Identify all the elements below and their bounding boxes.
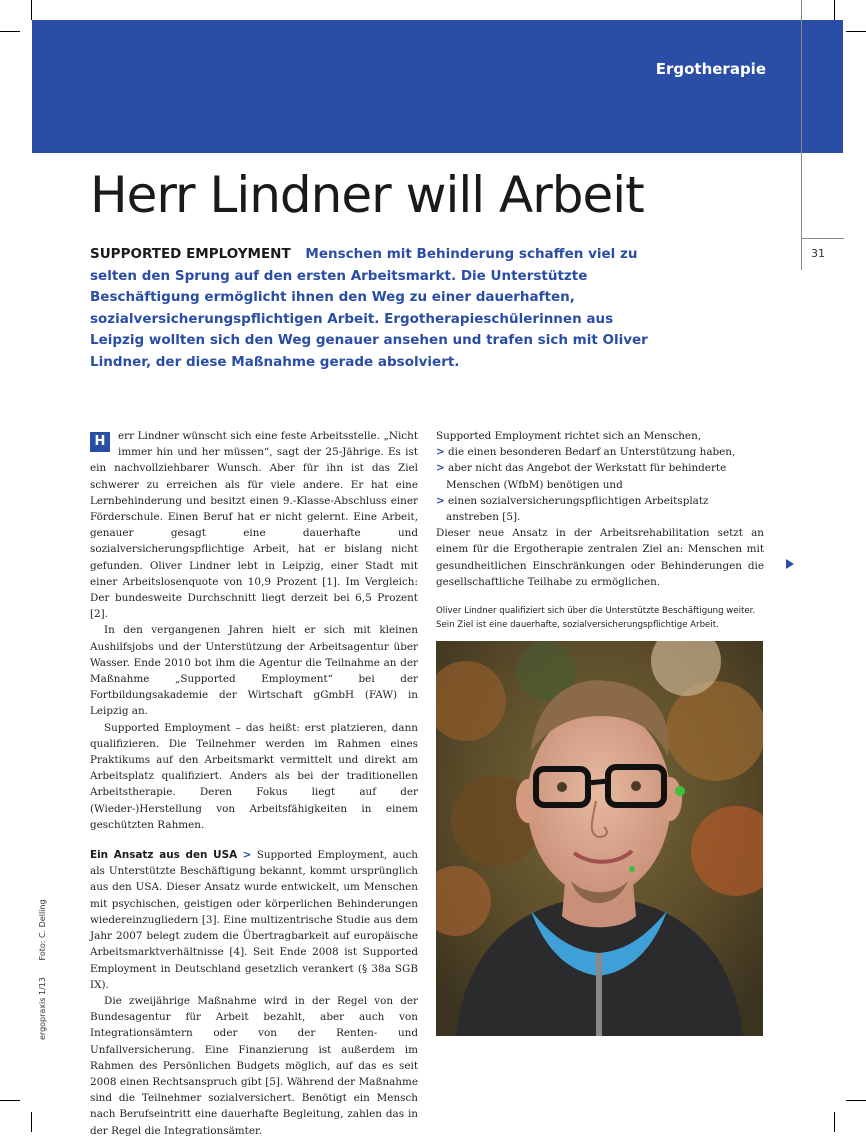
paragraph: Supported Employment richtet sich an Menschen, xyxy=(436,430,702,442)
paragraph-text: err Lindner wünscht sich eine feste Arbeitsstelle. „Nicht immer hin und her müssen“, sagt der 25-Jährige. Es ist ein nachvollziehbarer Wunsch. Aber für ihn ist das Ziel schwerer zu erreichen als für viele andere. Er hat eine Lernbehinderung und besitzt einen 9.-Klasse-Abschluss einer Förderschule. Einen Beruf hat er nicht gelernt. Eine Arbeit, genauer gesagt eine dauerhafte und sozialversicherungspflichtige Arbeit, hat er bislang nicht gefunden. Oliver Lindner lebt in Leipzig, einer Stadt mit einer Arbeitslosenquote von 10,9 Prozent [1]. Im Vergleich: Der bundesweite Durchschnitt liegt derzeit bei 6,5 Prozent [2]. xyxy=(90,430,418,621)
continue-arrow-icon xyxy=(786,559,794,569)
crop-mark xyxy=(31,0,32,20)
paragraph: Supported Employment – das heißt: erst platzieren, dann qualifizieren. Die Teilnehmer werden im Rahmen eines Praktikums auf den Arbeitsmarkt vermittelt und direkt am Arbeitsplatz qualifiziert. Anders als bei der traditionellen Arbeitstherapie. Deren Fokus liegt auf der (Wieder-)Herstellung von Arbeitsfähigkeiten in einem geschützten Rahmen. xyxy=(90,721,418,831)
article-title: Herr Lindner will Arbeit xyxy=(90,166,644,224)
list-item: > die einen besonderen Bedarf an Unterstützung haben, xyxy=(436,446,736,459)
paragraph-text: Supported Employment, auch als Unterstützte Beschäftigung bekannt, kommt ursprünglich aus den USA. Dieser Ansatz wurde entwickelt, um Menschen mit psychischen, geistigen oder körperlichen Behinderungen wiedereinzugliedern [3]. Eine multizentrische Studie aus dem Jahr 2007 belegt zudem die Übertragbarkeit auf europäische Arbeitsmarktverhältnisse [4]. Seit Ende 2008 ist Supported Employment in Deutschland gesetzlich verankert (§ 38a SGB IX). xyxy=(90,849,418,991)
crop-mark xyxy=(834,1112,835,1132)
side-credit xyxy=(38,885,47,1040)
portrait-image xyxy=(436,641,763,1036)
arrow-icon: > xyxy=(242,849,252,862)
text-column-left xyxy=(90,428,418,1139)
header-banner xyxy=(32,20,843,153)
section-title: Ergotherapie xyxy=(655,60,766,78)
page-number-rule xyxy=(801,238,844,239)
lead-text: Menschen mit Behinderung schaffen viel zu selten den Sprung auf den ersten Arbeitsmarkt. Die Unterstützte Beschäftigung ermöglicht ihnen den Weg zu einer dauerhaften, sozialversicherungspflichtigen Arbeit. Ergotherapieschülerinnen aus Leipzig wollten sich den Weg genauer ansehen und trafen sich mit Oliver Lindner, der diese Maßnahme gerade absolviert. xyxy=(90,246,648,370)
arrow-icon: > xyxy=(436,446,445,459)
crop-mark xyxy=(846,1100,866,1101)
subheading: Ein Ansatz aus den USA xyxy=(90,849,238,862)
arrow-icon: > xyxy=(436,462,445,475)
drop-cap: H xyxy=(90,432,110,452)
crop-mark xyxy=(31,1112,32,1132)
paragraph xyxy=(90,847,418,993)
list-item: > aber nicht das Angebot der Werkstatt für behinderte Menschen (WfbM) benötigen und xyxy=(436,462,727,491)
text-column-right xyxy=(436,428,764,590)
lead-kicker: SUPPORTED EMPLOYMENT xyxy=(90,246,291,262)
crop-mark xyxy=(0,1100,20,1101)
article-lead xyxy=(90,244,650,374)
crop-mark xyxy=(834,0,835,20)
paragraph: Dieser neue Ansatz in der Arbeitsrehabilitation setzt an einem für die Ergotherapie zentralen Ziel an: Menschen mit gesundheitlichen Einschränkungen oder Behinderungen die gesellschaftliche Teilhabe zu ermöglichen. xyxy=(436,527,764,588)
margin-rule xyxy=(801,0,802,270)
paragraph: In den vergangenen Jahren hielt er sich mit kleinen Aushilfsjobs und der Unterstützung der Arbeitsagentur über Wasser. Ende 2010 bot ihm die Agentur die Teilnahme an der Maßnahme „Supported Employment“ bei der Fortbildungsakademie der Wirtschaft gGmbH (FAW) in Leipzig an. xyxy=(90,624,418,718)
page-number: 31 xyxy=(811,247,825,260)
list-item: > einen sozialversicherungspflichtigen Arbeitsplatz anstreben [5]. xyxy=(436,494,709,524)
portrait-photo xyxy=(436,641,763,1036)
crop-mark xyxy=(0,31,20,32)
paragraph: Die zweijährige Maßnahme wird in der Regel von der Bundesagentur für Arbeit bezahlt, aber auch von Integrationsämtern oder von der Renten- und Unfallversicherung. Eine Finanzierung ist außerdem im Rahmen des Persönlichen Budgets möglich, auf das es seit 2008 einen Rechtsanspruch gibt [5]. Während der Maßnahme sind die Teilnehmer sozialversichert. Benötigt ein Mensch nach Berufseintritt eine dauerhafte Begleitung, zahlen das in der Regel die Integrationsämter. xyxy=(90,994,418,1137)
paragraph xyxy=(90,428,418,622)
crop-mark xyxy=(846,31,866,32)
arrow-icon: > xyxy=(436,494,445,507)
photo-caption: Oliver Lindner qualifiziert sich über die Unterstützte Beschäftigung weiter. Sein Ziel ist eine dauerhafte, sozialversicherungspflichtige Arbeit. xyxy=(436,606,756,630)
bullet-list xyxy=(436,444,764,525)
journal-issue: ergopraxis 1/13 xyxy=(38,977,47,1040)
photo-credit: Foto: C. Delling xyxy=(38,899,47,961)
